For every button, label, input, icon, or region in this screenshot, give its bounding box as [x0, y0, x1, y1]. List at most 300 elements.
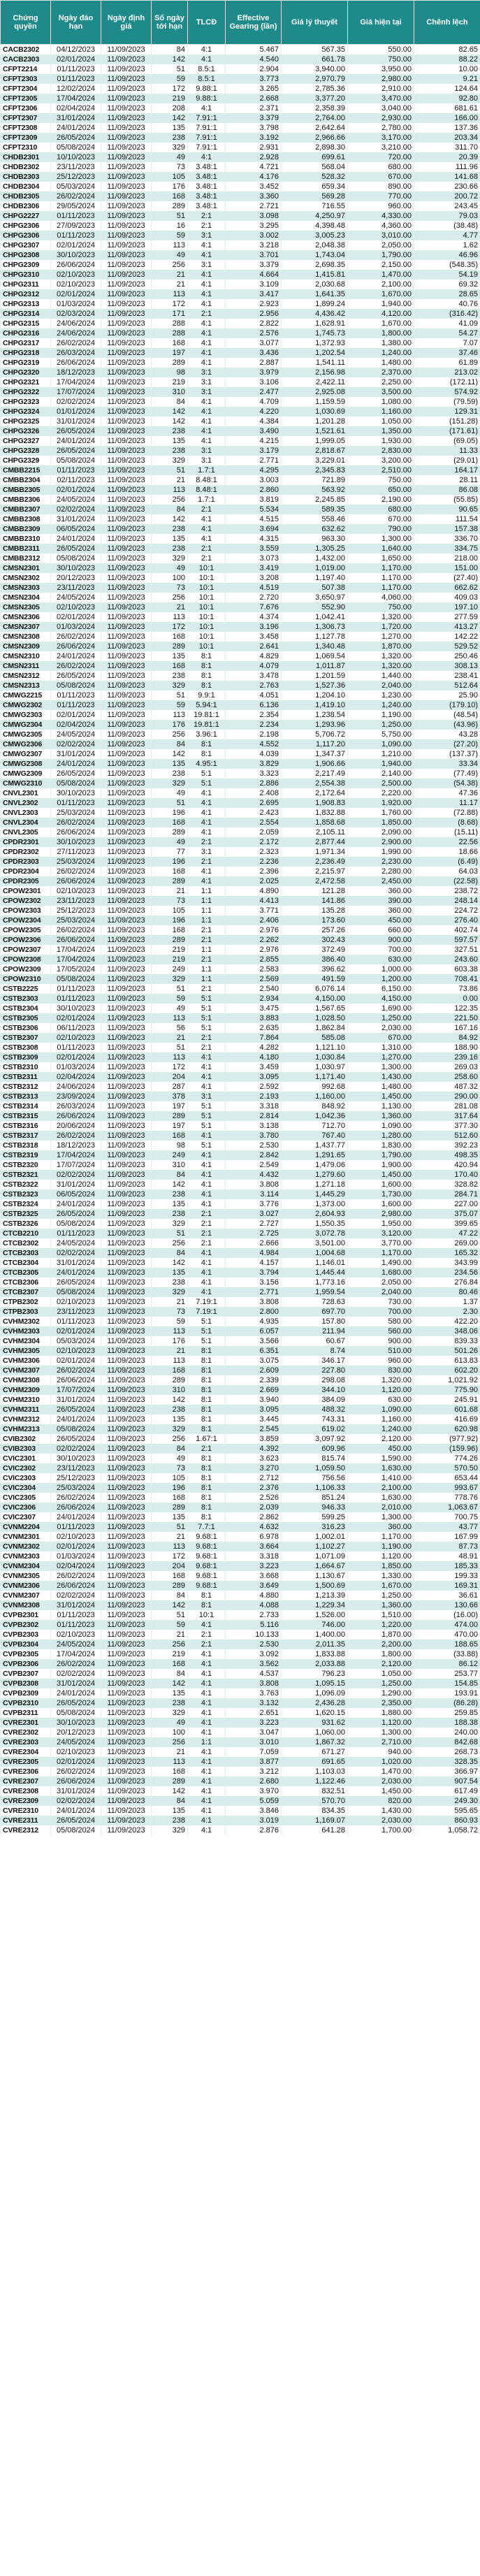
cell-conversion-ratio: 1.67:1	[188, 1434, 226, 1444]
cell-conversion-ratio: 4:1	[188, 1786, 226, 1796]
cell-price-difference: 708.41	[414, 974, 480, 984]
cell-warrant-code: CNVL2301	[1, 788, 51, 798]
cell-conversion-ratio: 5:1	[188, 1004, 226, 1013]
cell-days-to-maturity: 142	[152, 407, 188, 417]
cell-price-difference: 597.57	[414, 935, 480, 945]
cell-conversion-ratio: 1.7:1	[188, 465, 226, 475]
cell-warrant-code: CHPG2311	[1, 280, 51, 289]
cell-conversion-ratio: 10:1	[188, 593, 226, 602]
cell-current-price: 4,060.00	[348, 593, 414, 602]
cell-warrant-code: CVPB2302	[1, 1620, 51, 1630]
cell-valuation-date: 11/09/2023	[101, 387, 152, 397]
cell-warrant-code: CMWG2307	[1, 749, 51, 759]
table-row	[1, 1796, 480, 1806]
cell-days-to-maturity: 56	[152, 1023, 188, 1033]
cell-price-difference: 248.14	[414, 896, 480, 906]
cell-valuation-date: 11/09/2023	[101, 1493, 152, 1503]
cell-days-to-maturity: 51	[152, 1043, 188, 1052]
table-row	[1, 1659, 480, 1669]
cell-days-to-maturity: 59	[152, 994, 188, 1004]
cell-valuation-date: 11/09/2023	[101, 1141, 152, 1150]
cell-effective-gearing: 3.192	[226, 133, 282, 143]
cell-valuation-date: 11/09/2023	[101, 1356, 152, 1366]
cell-price-difference: 40.76	[414, 299, 480, 309]
cell-current-price: 1,090.00	[348, 1405, 414, 1414]
table-row	[1, 945, 480, 955]
cell-current-price: 4,360.00	[348, 221, 414, 231]
table-row	[1, 730, 480, 739]
cell-days-to-maturity: 219	[152, 945, 188, 955]
cell-current-price: 1,480.00	[348, 358, 414, 368]
cell-valuation-date: 11/09/2023	[101, 769, 152, 779]
cell-days-to-maturity: 142	[152, 1786, 188, 1796]
cell-price-difference: 224.72	[414, 906, 480, 916]
cell-valuation-date: 11/09/2023	[101, 847, 152, 857]
cell-current-price: 2,120.00	[348, 1659, 414, 1669]
cell-theoretical-price: 1,106.33	[282, 1483, 348, 1493]
table-row	[1, 1747, 480, 1757]
cell-price-difference: 92.80	[414, 94, 480, 103]
cell-warrant-code: CMBB2215	[1, 465, 51, 475]
cell-effective-gearing: 3.109	[226, 280, 282, 289]
header-cell-days-to-maturity: Số ngày tới hạn	[152, 1, 188, 45]
cell-current-price: 2,220.00	[348, 788, 414, 798]
cell-expiry-date: 02/11/2023	[51, 475, 101, 485]
cell-price-difference: 188.90	[414, 1043, 480, 1052]
cell-expiry-date: 20/06/2024	[51, 1121, 101, 1131]
cell-conversion-ratio: 3:1	[188, 377, 226, 387]
cell-effective-gearing: 2.928	[226, 152, 282, 162]
table-row	[1, 1209, 480, 1219]
cell-effective-gearing: 2.666	[226, 1238, 282, 1248]
cell-warrant-code: CSTB2305	[1, 1013, 51, 1023]
cell-effective-gearing: 4.392	[226, 1444, 282, 1454]
cell-theoretical-price: 1,521.61	[282, 426, 348, 436]
cell-warrant-code: CTCB2306	[1, 1278, 51, 1287]
cell-days-to-maturity: 172	[152, 1551, 188, 1561]
cell-theoretical-price: 1,102.27	[282, 1542, 348, 1551]
cell-effective-gearing: 2.323	[226, 847, 282, 857]
cell-days-to-maturity: 196	[152, 808, 188, 818]
cell-warrant-code: CVRE2302	[1, 1728, 51, 1737]
cell-days-to-maturity: 288	[152, 319, 188, 328]
cell-days-to-maturity: 135	[152, 1688, 188, 1698]
cell-theoretical-price: 2,604.93	[282, 1209, 348, 1219]
cell-valuation-date: 11/09/2023	[101, 1209, 152, 1219]
cell-price-difference: 41.09	[414, 319, 480, 328]
cell-price-difference: (27.40)	[414, 573, 480, 583]
cell-effective-gearing: 2.530	[226, 1141, 282, 1150]
cell-warrant-code: CMWG2306	[1, 739, 51, 749]
table-row	[1, 1013, 480, 1023]
cell-conversion-ratio: 1:1	[188, 906, 226, 916]
cell-effective-gearing: 2.172	[226, 837, 282, 847]
table-row	[1, 1004, 480, 1013]
cell-conversion-ratio: 10:1	[188, 573, 226, 583]
cell-price-difference: 48.91	[414, 1551, 480, 1561]
cell-days-to-maturity: 288	[152, 328, 188, 338]
cell-expiry-date: 05/08/2024	[51, 779, 101, 788]
cell-expiry-date: 26/05/2024	[51, 1278, 101, 1287]
cell-expiry-date: 31/01/2024	[51, 1258, 101, 1268]
cell-price-difference: 185.33	[414, 1561, 480, 1571]
cell-valuation-date: 11/09/2023	[101, 1013, 152, 1023]
cell-conversion-ratio: 4:1	[188, 45, 226, 55]
cell-days-to-maturity: 219	[152, 377, 188, 387]
table-row	[1, 1336, 480, 1346]
cell-days-to-maturity: 113	[152, 289, 188, 299]
cell-expiry-date: 24/01/2024	[51, 1512, 101, 1522]
cell-effective-gearing: 3.883	[226, 1013, 282, 1023]
cell-warrant-code: CVPB2306	[1, 1659, 51, 1669]
table-row	[1, 143, 480, 152]
cell-price-difference: 203.34	[414, 133, 480, 143]
cell-price-difference: 377.30	[414, 1121, 480, 1131]
cell-price-difference: 37.46	[414, 348, 480, 358]
cell-warrant-code: CVNM2306	[1, 1581, 51, 1591]
cell-conversion-ratio: 4:1	[188, 1620, 226, 1630]
cell-conversion-ratio: 5:1	[188, 1101, 226, 1111]
cell-days-to-maturity: 219	[152, 1649, 188, 1659]
cell-warrant-code: CVNM2301	[1, 1532, 51, 1542]
cell-warrant-code: CMSN2311	[1, 661, 51, 671]
cell-effective-gearing: 3.098	[226, 211, 282, 221]
cell-effective-gearing: 2.763	[226, 681, 282, 690]
table-row	[1, 1503, 480, 1512]
cell-valuation-date: 11/09/2023	[101, 964, 152, 974]
cell-valuation-date: 11/09/2023	[101, 338, 152, 348]
cell-theoretical-price: 3,650.97	[282, 593, 348, 602]
cell-conversion-ratio: 3:1	[188, 387, 226, 397]
cell-effective-gearing: 2.976	[226, 945, 282, 955]
cell-price-difference: 61.89	[414, 358, 480, 368]
cell-conversion-ratio: 5:1	[188, 1326, 226, 1336]
cell-warrant-code: CFPT2308	[1, 123, 51, 133]
cell-warrant-code: CHDB2303	[1, 172, 51, 182]
cell-current-price: 700.00	[348, 1307, 414, 1317]
cell-effective-gearing: 4.880	[226, 1591, 282, 1600]
cell-current-price: 1,800.00	[348, 328, 414, 338]
cell-effective-gearing: 3.212	[226, 1767, 282, 1777]
cell-valuation-date: 11/09/2023	[101, 837, 152, 847]
cell-price-difference: 253.77	[414, 1669, 480, 1679]
cell-price-difference: 165.32	[414, 1248, 480, 1258]
cell-current-price: 2,200.00	[348, 1640, 414, 1649]
cell-expiry-date: 26/05/2024	[51, 671, 101, 681]
cell-expiry-date: 02/10/2023	[51, 270, 101, 280]
cell-warrant-code: CHPG2313	[1, 299, 51, 309]
table-row	[1, 1052, 480, 1062]
cell-expiry-date: 26/02/2024	[51, 1767, 101, 1777]
cell-theoretical-price: 1,117.20	[282, 739, 348, 749]
cell-effective-gearing: 2.025	[226, 876, 282, 886]
cell-price-difference: 269.00	[414, 1238, 480, 1248]
cell-effective-gearing: 2.406	[226, 916, 282, 925]
cell-theoretical-price: 3,377.20	[282, 94, 348, 103]
cell-expiry-date: 24/01/2024	[51, 1268, 101, 1278]
cell-valuation-date: 11/09/2023	[101, 1101, 152, 1111]
cell-expiry-date: 02/10/2023	[51, 1297, 101, 1307]
cell-theoretical-price: 697.70	[282, 1307, 348, 1317]
cell-expiry-date: 02/01/2024	[51, 289, 101, 299]
cell-effective-gearing: 4.519	[226, 583, 282, 593]
cell-effective-gearing: 2.554	[226, 818, 282, 827]
cell-current-price: 1,360.00	[348, 1600, 414, 1610]
table-row	[1, 387, 480, 397]
cell-price-difference: 28.65	[414, 289, 480, 299]
cell-price-difference: 269.03	[414, 1062, 480, 1072]
cell-valuation-date: 11/09/2023	[101, 495, 152, 505]
cell-price-difference: 2.30	[414, 1307, 480, 1317]
cell-expiry-date: 25/12/2023	[51, 172, 101, 182]
cell-valuation-date: 11/09/2023	[101, 632, 152, 642]
cell-price-difference: 84.92	[414, 1033, 480, 1043]
cell-current-price: 1,480.00	[348, 1082, 414, 1092]
cell-valuation-date: 11/09/2023	[101, 1816, 152, 1825]
cell-price-difference: 613.83	[414, 1356, 480, 1366]
cell-warrant-code: CMBB2311	[1, 544, 51, 553]
cell-effective-gearing: 2.545	[226, 1424, 282, 1434]
cell-effective-gearing: 4.829	[226, 651, 282, 661]
cell-current-price: 1,450.00	[348, 1170, 414, 1180]
cell-valuation-date: 11/09/2023	[101, 1434, 152, 1444]
cell-conversion-ratio: 5:1	[188, 1336, 226, 1346]
table-row	[1, 935, 480, 945]
table-row	[1, 1640, 480, 1649]
cell-theoretical-price: 1,121.10	[282, 1043, 348, 1052]
cell-warrant-code: CPDR2305	[1, 876, 51, 886]
cell-days-to-maturity: 329	[152, 553, 188, 563]
table-row	[1, 1199, 480, 1209]
table-row	[1, 465, 480, 475]
cell-valuation-date: 11/09/2023	[101, 788, 152, 798]
cell-current-price: 1,630.00	[348, 1493, 414, 1503]
cell-warrant-code: CVIB2303	[1, 1444, 51, 1454]
cell-warrant-code: CHPG2324	[1, 407, 51, 417]
cell-valuation-date: 11/09/2023	[101, 984, 152, 994]
cell-days-to-maturity: 51	[152, 465, 188, 475]
cell-effective-gearing: 3.323	[226, 769, 282, 779]
cell-effective-gearing: 3.664	[226, 1542, 282, 1551]
cell-current-price: 580.00	[348, 1317, 414, 1326]
cell-current-price: 2,250.00	[348, 377, 414, 387]
header-row	[1, 1, 480, 45]
cell-current-price: 1,440.00	[348, 671, 414, 681]
cell-price-difference: (137.37)	[414, 749, 480, 759]
table-row	[1, 1581, 480, 1591]
cell-expiry-date: 17/07/2024	[51, 387, 101, 397]
cell-current-price: 1,240.00	[348, 700, 414, 710]
cell-conversion-ratio: 19.81:1	[188, 710, 226, 720]
table-row	[1, 1219, 480, 1229]
table-row	[1, 1767, 480, 1777]
cell-conversion-ratio: 2:1	[188, 505, 226, 514]
cell-price-difference: 617.49	[414, 1786, 480, 1796]
cell-theoretical-price: 2,966.66	[282, 133, 348, 143]
cell-conversion-ratio: 2:1	[188, 1043, 226, 1052]
cell-effective-gearing: 3.490	[226, 426, 282, 436]
cell-price-difference: 54.27	[414, 328, 480, 338]
cell-effective-gearing: 3.771	[226, 906, 282, 916]
cell-theoretical-price: 992.68	[282, 1082, 348, 1092]
cell-current-price: 650.00	[348, 485, 414, 495]
cell-theoretical-price: 1,130.67	[282, 1571, 348, 1581]
cell-current-price: 2,500.00	[348, 779, 414, 788]
cell-warrant-code: CVPB2310	[1, 1698, 51, 1708]
cell-days-to-maturity: 256	[152, 1238, 188, 1248]
cell-effective-gearing: 4.515	[226, 514, 282, 524]
cell-theoretical-price: 1,030.84	[282, 1052, 348, 1062]
cell-conversion-ratio: 2:1	[188, 1209, 226, 1219]
cell-valuation-date: 11/09/2023	[101, 1072, 152, 1082]
cell-price-difference: 258.60	[414, 1072, 480, 1082]
cell-effective-gearing: 3.019	[226, 1816, 282, 1825]
cell-valuation-date: 11/09/2023	[101, 328, 152, 338]
cell-expiry-date: 26/06/2024	[51, 1503, 101, 1512]
cell-effective-gearing: 2.651	[226, 1708, 282, 1718]
cell-days-to-maturity: 142	[152, 749, 188, 759]
cell-effective-gearing: 3.318	[226, 1551, 282, 1561]
cell-expiry-date: 26/06/2024	[51, 260, 101, 270]
cell-current-price: 2,120.00	[348, 1434, 414, 1444]
cell-theoretical-price: 1,550.35	[282, 1219, 348, 1229]
cell-valuation-date: 11/09/2023	[101, 1170, 152, 1180]
cell-valuation-date: 11/09/2023	[101, 55, 152, 64]
cell-effective-gearing: 3.223	[226, 1718, 282, 1728]
cell-theoretical-price: 1,415.81	[282, 270, 348, 280]
cell-theoretical-price: 1,238.54	[282, 710, 348, 720]
cell-effective-gearing: 2.059	[226, 827, 282, 837]
cell-warrant-code: CHDB2302	[1, 162, 51, 172]
table-row	[1, 113, 480, 123]
cell-warrant-code: CHPG2328	[1, 446, 51, 456]
cell-valuation-date: 11/09/2023	[101, 172, 152, 182]
cell-theoretical-price: 2,898.30	[282, 143, 348, 152]
cell-expiry-date: 05/08/2024	[51, 1708, 101, 1718]
cell-days-to-maturity: 135	[152, 651, 188, 661]
cell-price-difference: 284.71	[414, 1189, 480, 1199]
cell-theoretical-price: 2,030.68	[282, 280, 348, 289]
cell-price-difference: 199.33	[414, 1571, 480, 1581]
cell-theoretical-price: 1,305.25	[282, 544, 348, 553]
cell-conversion-ratio: 8.48:1	[188, 485, 226, 495]
cell-warrant-code: CVNM2304	[1, 1561, 51, 1571]
cell-price-difference: (16.00)	[414, 1610, 480, 1620]
cell-valuation-date: 11/09/2023	[101, 1062, 152, 1072]
cell-effective-gearing: 2.733	[226, 1610, 282, 1620]
cell-days-to-maturity: 142	[152, 55, 188, 64]
cell-effective-gearing: 4.315	[226, 534, 282, 544]
cell-effective-gearing: 4.540	[226, 55, 282, 64]
cell-expiry-date: 05/08/2024	[51, 143, 101, 152]
cell-current-price: 1,050.00	[348, 1669, 414, 1679]
cell-conversion-ratio: 4:1	[188, 103, 226, 113]
cell-warrant-code: CSTB2323	[1, 1189, 51, 1199]
cell-effective-gearing: 2.822	[226, 319, 282, 328]
cell-conversion-ratio: 7.91:1	[188, 143, 226, 152]
cell-valuation-date: 11/09/2023	[101, 1532, 152, 1542]
cell-days-to-maturity: 238	[152, 1278, 188, 1287]
cell-valuation-date: 11/09/2023	[101, 739, 152, 749]
cell-warrant-code: CHPG2227	[1, 211, 51, 221]
cell-conversion-ratio: 4:1	[188, 514, 226, 524]
cell-effective-gearing: 3.445	[226, 1414, 282, 1424]
table-row	[1, 55, 480, 64]
cell-effective-gearing: 2.641	[226, 642, 282, 651]
cell-theoretical-price: 2,048.38	[282, 240, 348, 250]
cell-effective-gearing: 3.798	[226, 123, 282, 133]
cell-expiry-date: 01/03/2024	[51, 1551, 101, 1561]
table-row	[1, 1473, 480, 1483]
cell-effective-gearing: 2.477	[226, 387, 282, 397]
cell-price-difference: (15.11)	[414, 827, 480, 837]
cell-days-to-maturity: 84	[152, 1591, 188, 1600]
cell-conversion-ratio: 3:1	[188, 231, 226, 240]
table-row	[1, 827, 480, 837]
cell-valuation-date: 11/09/2023	[101, 534, 152, 544]
cell-theoretical-price: 2,215.97	[282, 867, 348, 876]
cell-conversion-ratio: 8:1	[188, 1366, 226, 1375]
cell-conversion-ratio: 4:1	[188, 1150, 226, 1160]
cell-expiry-date: 17/04/2024	[51, 94, 101, 103]
cell-current-price: 670.00	[348, 172, 414, 182]
cell-price-difference: 28.11	[414, 475, 480, 485]
cell-warrant-code: CFPT2307	[1, 113, 51, 123]
cell-warrant-code: CVPB2309	[1, 1688, 51, 1698]
cell-warrant-code: CFPT2214	[1, 64, 51, 74]
cell-conversion-ratio: 8:1	[188, 1454, 226, 1463]
cell-conversion-ratio: 1:1	[188, 886, 226, 896]
cell-price-difference: 4.77	[414, 231, 480, 240]
cell-days-to-maturity: 219	[152, 94, 188, 103]
cell-theoretical-price: 1,159.59	[282, 397, 348, 407]
cell-days-to-maturity: 59	[152, 231, 188, 240]
cell-warrant-code: CPDR2304	[1, 867, 51, 876]
cell-price-difference: (55.85)	[414, 495, 480, 505]
cell-current-price: 770.00	[348, 191, 414, 201]
cell-valuation-date: 11/09/2023	[101, 1219, 152, 1229]
cell-price-difference: 402.74	[414, 925, 480, 935]
cell-conversion-ratio: 8:1	[188, 1346, 226, 1356]
table-row	[1, 1630, 480, 1640]
cell-current-price: 750.00	[348, 55, 414, 64]
cell-price-difference: 474.00	[414, 1620, 480, 1630]
cell-effective-gearing: 2.956	[226, 309, 282, 319]
table-row	[1, 739, 480, 749]
cell-expiry-date: 26/05/2024	[51, 446, 101, 456]
cell-days-to-maturity: 238	[152, 133, 188, 143]
cell-conversion-ratio: 4:1	[188, 1062, 226, 1072]
cell-expiry-date: 02/01/2024	[51, 612, 101, 622]
cell-valuation-date: 11/09/2023	[101, 182, 152, 191]
cell-effective-gearing: 2.976	[226, 925, 282, 935]
table-row	[1, 788, 480, 798]
cell-price-difference: 54.19	[414, 270, 480, 280]
cell-price-difference: 230.66	[414, 182, 480, 191]
cell-current-price: 790.00	[348, 524, 414, 534]
cell-conversion-ratio: 8:1	[188, 1356, 226, 1366]
cell-theoretical-price: 1,340.48	[282, 642, 348, 651]
cell-conversion-ratio: 5:1	[188, 769, 226, 779]
cell-current-price: 1,920.00	[348, 798, 414, 808]
cell-effective-gearing: 3.808	[226, 1297, 282, 1307]
cell-days-to-maturity: 113	[152, 1757, 188, 1767]
cell-valuation-date: 11/09/2023	[101, 1688, 152, 1698]
table-row	[1, 1463, 480, 1473]
cell-price-difference: 47.22	[414, 1229, 480, 1238]
cell-valuation-date: 11/09/2023	[101, 1571, 152, 1581]
cell-valuation-date: 11/09/2023	[101, 994, 152, 1004]
